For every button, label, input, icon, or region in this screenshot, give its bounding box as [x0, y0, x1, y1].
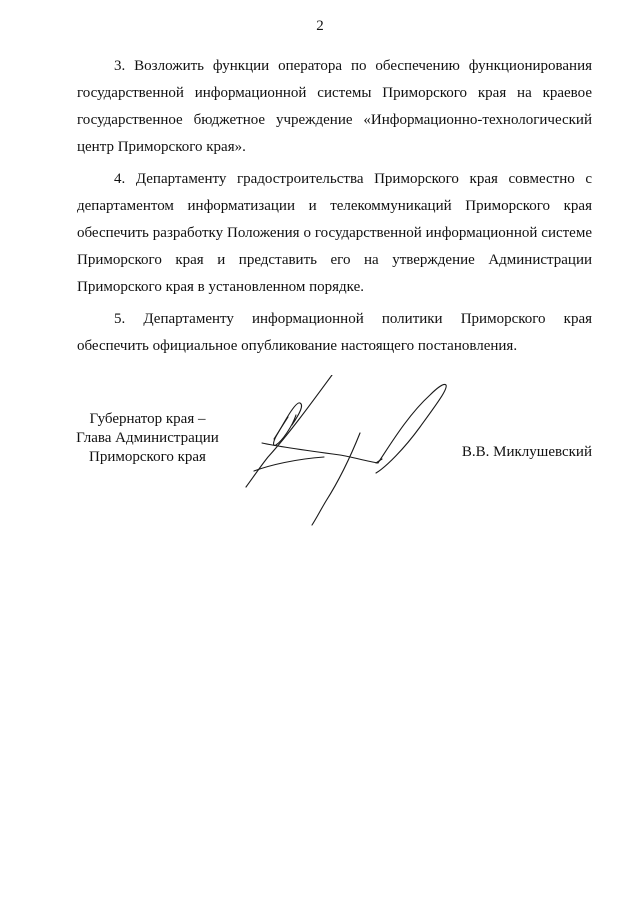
- signature-block: [0, 410, 640, 540]
- paragraph-4: 4. Департаменту градостроительства Приморского края совместно с департаментом информатизации и телекоммуникаций Приморского края обеспечить разработку Положения о государственной информационной системе Приморского края и представить его на утверждение Администрации Приморского края в установленном порядке.: [77, 171, 592, 295]
- paragraph-5: 5. Департаменту информационной политики Приморского края обеспечить официальное опубликование настоящего постановления.: [77, 311, 592, 354]
- signer-position: [70, 410, 225, 467]
- position-line-1: Губернатор края –: [89, 411, 206, 427]
- position-line-3: Приморского края: [89, 449, 206, 465]
- paragraph-3: 3. Возложить функции оператора по обеспечению функционирования государственной информационной системы Приморского края на краевое государственное бюджетное учреждение «Информационно-технологический центр Приморского края».: [77, 58, 592, 155]
- page-number: 2: [316, 18, 324, 34]
- signer-name: В.В. Миклушевский: [461, 444, 592, 460]
- document-body: [77, 53, 592, 365]
- handwritten-signature-icon: [240, 375, 455, 530]
- position-line-2: Глава Администрации: [76, 430, 219, 446]
